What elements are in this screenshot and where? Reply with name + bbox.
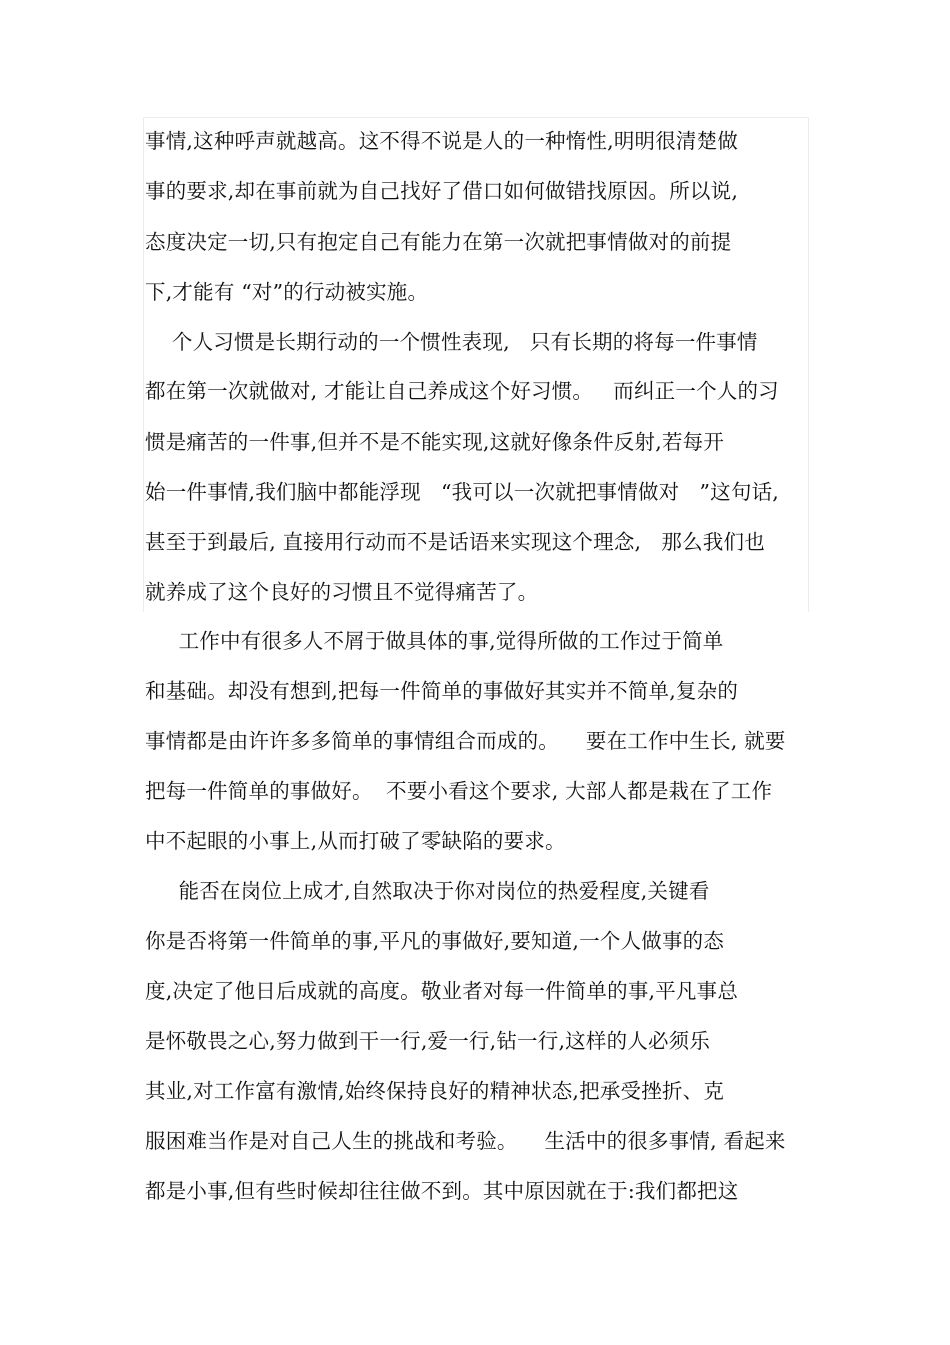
text-line: 和基础。却没有想到,把每一件简单的事做好其实并不简单,复杂的 [145,679,739,703]
text-line: 把每一件简单的事做好。 不要小看这个要求, 大部人都是栽在了工作 [145,779,773,803]
text-line: 你是否将第一件简单的事,平凡的事做好,要知道,一个人做事的态 [145,929,725,953]
text-line: 能否在岗位上成才,自然取决于你对岗位的热爱程度,关键看 [145,879,710,903]
text-line: 事情,这种呼声就越高。这不得不说是人的一种惰性,明明很清楚做 [145,129,739,153]
text-frame-left-border [143,117,144,612]
text-line: 度,决定了他日后成就的高度。敬业者对每一件简单的事,平凡事总 [145,979,739,1003]
text-line: 下,才能有 “对”的行动被实施。 [145,280,429,304]
text-line: 就养成了这个良好的习惯且不觉得痛苦了。 [145,580,539,604]
text-line: 中不起眼的小事上,从而打破了零缺陷的要求。 [145,829,566,853]
text-line: 都是小事,但有些时候却往往做不到。其中原因就在于:我们都把这 [145,1179,739,1203]
text-line: 甚至于到最后, 直接用行动而不是话语来实现这个理念, 那么我们也 [145,530,765,554]
text-frame-right-border [808,117,809,612]
text-frame-top-border [143,117,809,118]
text-line: 服困难当作是对自己人生的挑战和考验。 生活中的很多事情, 看起来 [145,1129,786,1153]
text-line: 态度决定一切,只有抱定自己有能力在第一次就把事情做对的前提 [145,230,732,254]
text-line: 其业,对工作富有激情,始终保持良好的精神状态,把承受挫折、克 [145,1079,725,1103]
text-line: 事的要求,却在事前就为自己找好了借口如何做错找原因。所以说, [145,179,739,203]
text-line: 个人习惯是长期行动的一个惯性表现, 只有长期的将每一件事情 [145,330,758,354]
text-line: 始一件事情,我们脑中都能浮现 “我可以一次就把事情做对 ”这句话, [145,480,779,504]
text-line: 事情都是由许许多多简单的事情组合而成的。 要在工作中生长, 就要 [145,729,786,753]
text-line: 是怀敬畏之心,努力做到干一行,爱一行,钻一行,这样的人必须乐 [145,1029,711,1053]
text-line: 惯是痛苦的一件事,但并不是不能实现,这就好像条件反射,若每开 [145,430,725,454]
text-line: 工作中有很多人不屑于做具体的事,觉得所做的工作过于简单 [145,629,724,653]
text-line: 都在第一次就做对, 才能让自己养成这个好习惯。 而纠正一个人的习 [145,379,779,403]
